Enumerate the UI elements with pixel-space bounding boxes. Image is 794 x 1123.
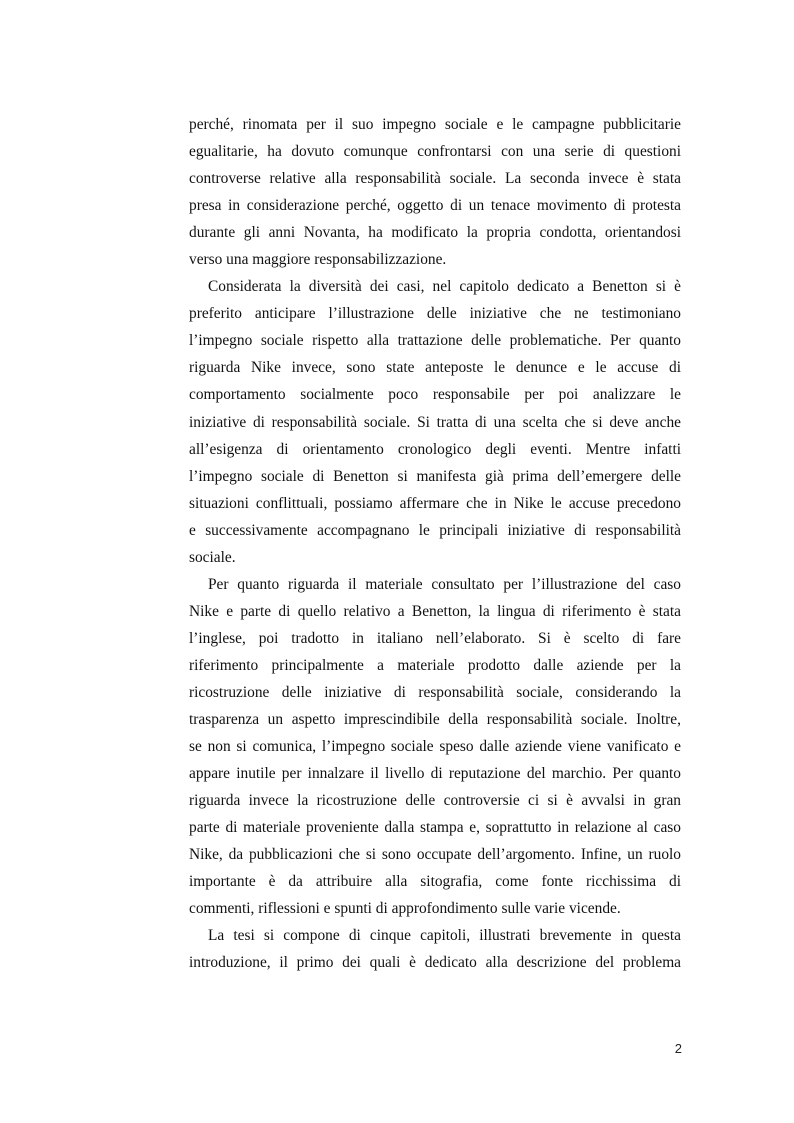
text-line: l’inglese, poi tradotto in italiano nell’elaborato. Si è scelto di fare — [189, 629, 681, 647]
body-text — [189, 111, 681, 977]
text-line: l’impegno sociale rispetto alla trattazione delle problematiche. Per quanto — [189, 332, 681, 350]
text-line: iniziative di responsabilità sociale. Si tratta di una scelta che si deve anche — [189, 413, 681, 431]
text-line: e successivamente accompagnano le principali iniziative di responsabilità — [189, 521, 681, 539]
text-line: situazioni conflittuali, possiamo affermare che in Nike le accuse precedono — [189, 494, 681, 512]
text-line: egualitarie, ha dovuto comunque confrontarsi con una serie di questioni — [189, 143, 681, 161]
text-line: parte di materiale proveniente dalla stampa e, soprattutto in relazione al caso — [189, 819, 681, 837]
text-line: Considerata la diversità dei casi, nel capitolo dedicato a Benetton si è — [208, 278, 681, 296]
text-line: all’esigenza di orientamento cronologico degli eventi. Mentre infatti — [189, 440, 681, 458]
text-line: commenti, riflessioni e spunti di approfondimento sulle varie vicende. — [189, 900, 621, 918]
text-line: presa in considerazione perché, oggetto di un tenace movimento di protesta — [189, 197, 681, 215]
text-line: importante è da attribuire alla sitografia, come fonte ricchissima di — [189, 873, 681, 891]
text-line: l’impegno sociale di Benetton si manifesta già prima dell’emergere delle — [189, 467, 681, 485]
text-line: introduzione, il primo dei quali è dedicato alla descrizione del problema — [189, 954, 681, 972]
text-line: durante gli anni Novanta, ha modificato la propria condotta, orientandosi — [189, 224, 681, 242]
text-line: comportamento socialmente poco responsabile per poi analizzare le — [189, 386, 681, 404]
text-line: se non si comunica, l’impegno sociale speso dalle aziende viene vanificato e — [189, 738, 681, 756]
text-line: appare inutile per innalzare il livello di reputazione del marchio. Per quanto — [189, 765, 681, 783]
text-line: controverse relative alla responsabilità sociale. La seconda invece è stata — [189, 170, 681, 188]
text-line: riguarda invece la ricostruzione delle controversie ci si è avvalsi in gran — [189, 792, 681, 810]
text-line: Per quanto riguarda il materiale consultato per l’illustrazione del caso — [208, 575, 681, 593]
text-line: trasparenza un aspetto imprescindibile della responsabilità sociale. Inoltre, — [189, 711, 681, 729]
text-line: ricostruzione delle iniziative di responsabilità sociale, considerando la — [189, 683, 681, 701]
text-line: riferimento principalmente a materiale prodotto dalle aziende per la — [189, 656, 681, 674]
text-line: sociale. — [189, 548, 236, 566]
text-line: verso una maggiore responsabilizzazione. — [189, 251, 447, 269]
text-line: perché, rinomata per il suo impegno sociale e le campagne pubblicitarie — [189, 116, 681, 133]
text-line: Nike, da pubblicazioni che si sono occupate dell’argomento. Infine, un ruolo — [189, 846, 681, 864]
text-line: Nike e parte di quello relativo a Benetton, la lingua di riferimento è stata — [189, 602, 681, 620]
text-line: La tesi si compone di cinque capitoli, illustrati brevemente in questa — [208, 927, 681, 945]
page-number: 2 — [674, 1041, 682, 1056]
text-line: riguarda Nike invece, sono state anteposte le denunce e le accuse di — [189, 359, 681, 377]
text-line: preferito anticipare l’illustrazione delle iniziative che ne testimoniano — [189, 305, 681, 323]
